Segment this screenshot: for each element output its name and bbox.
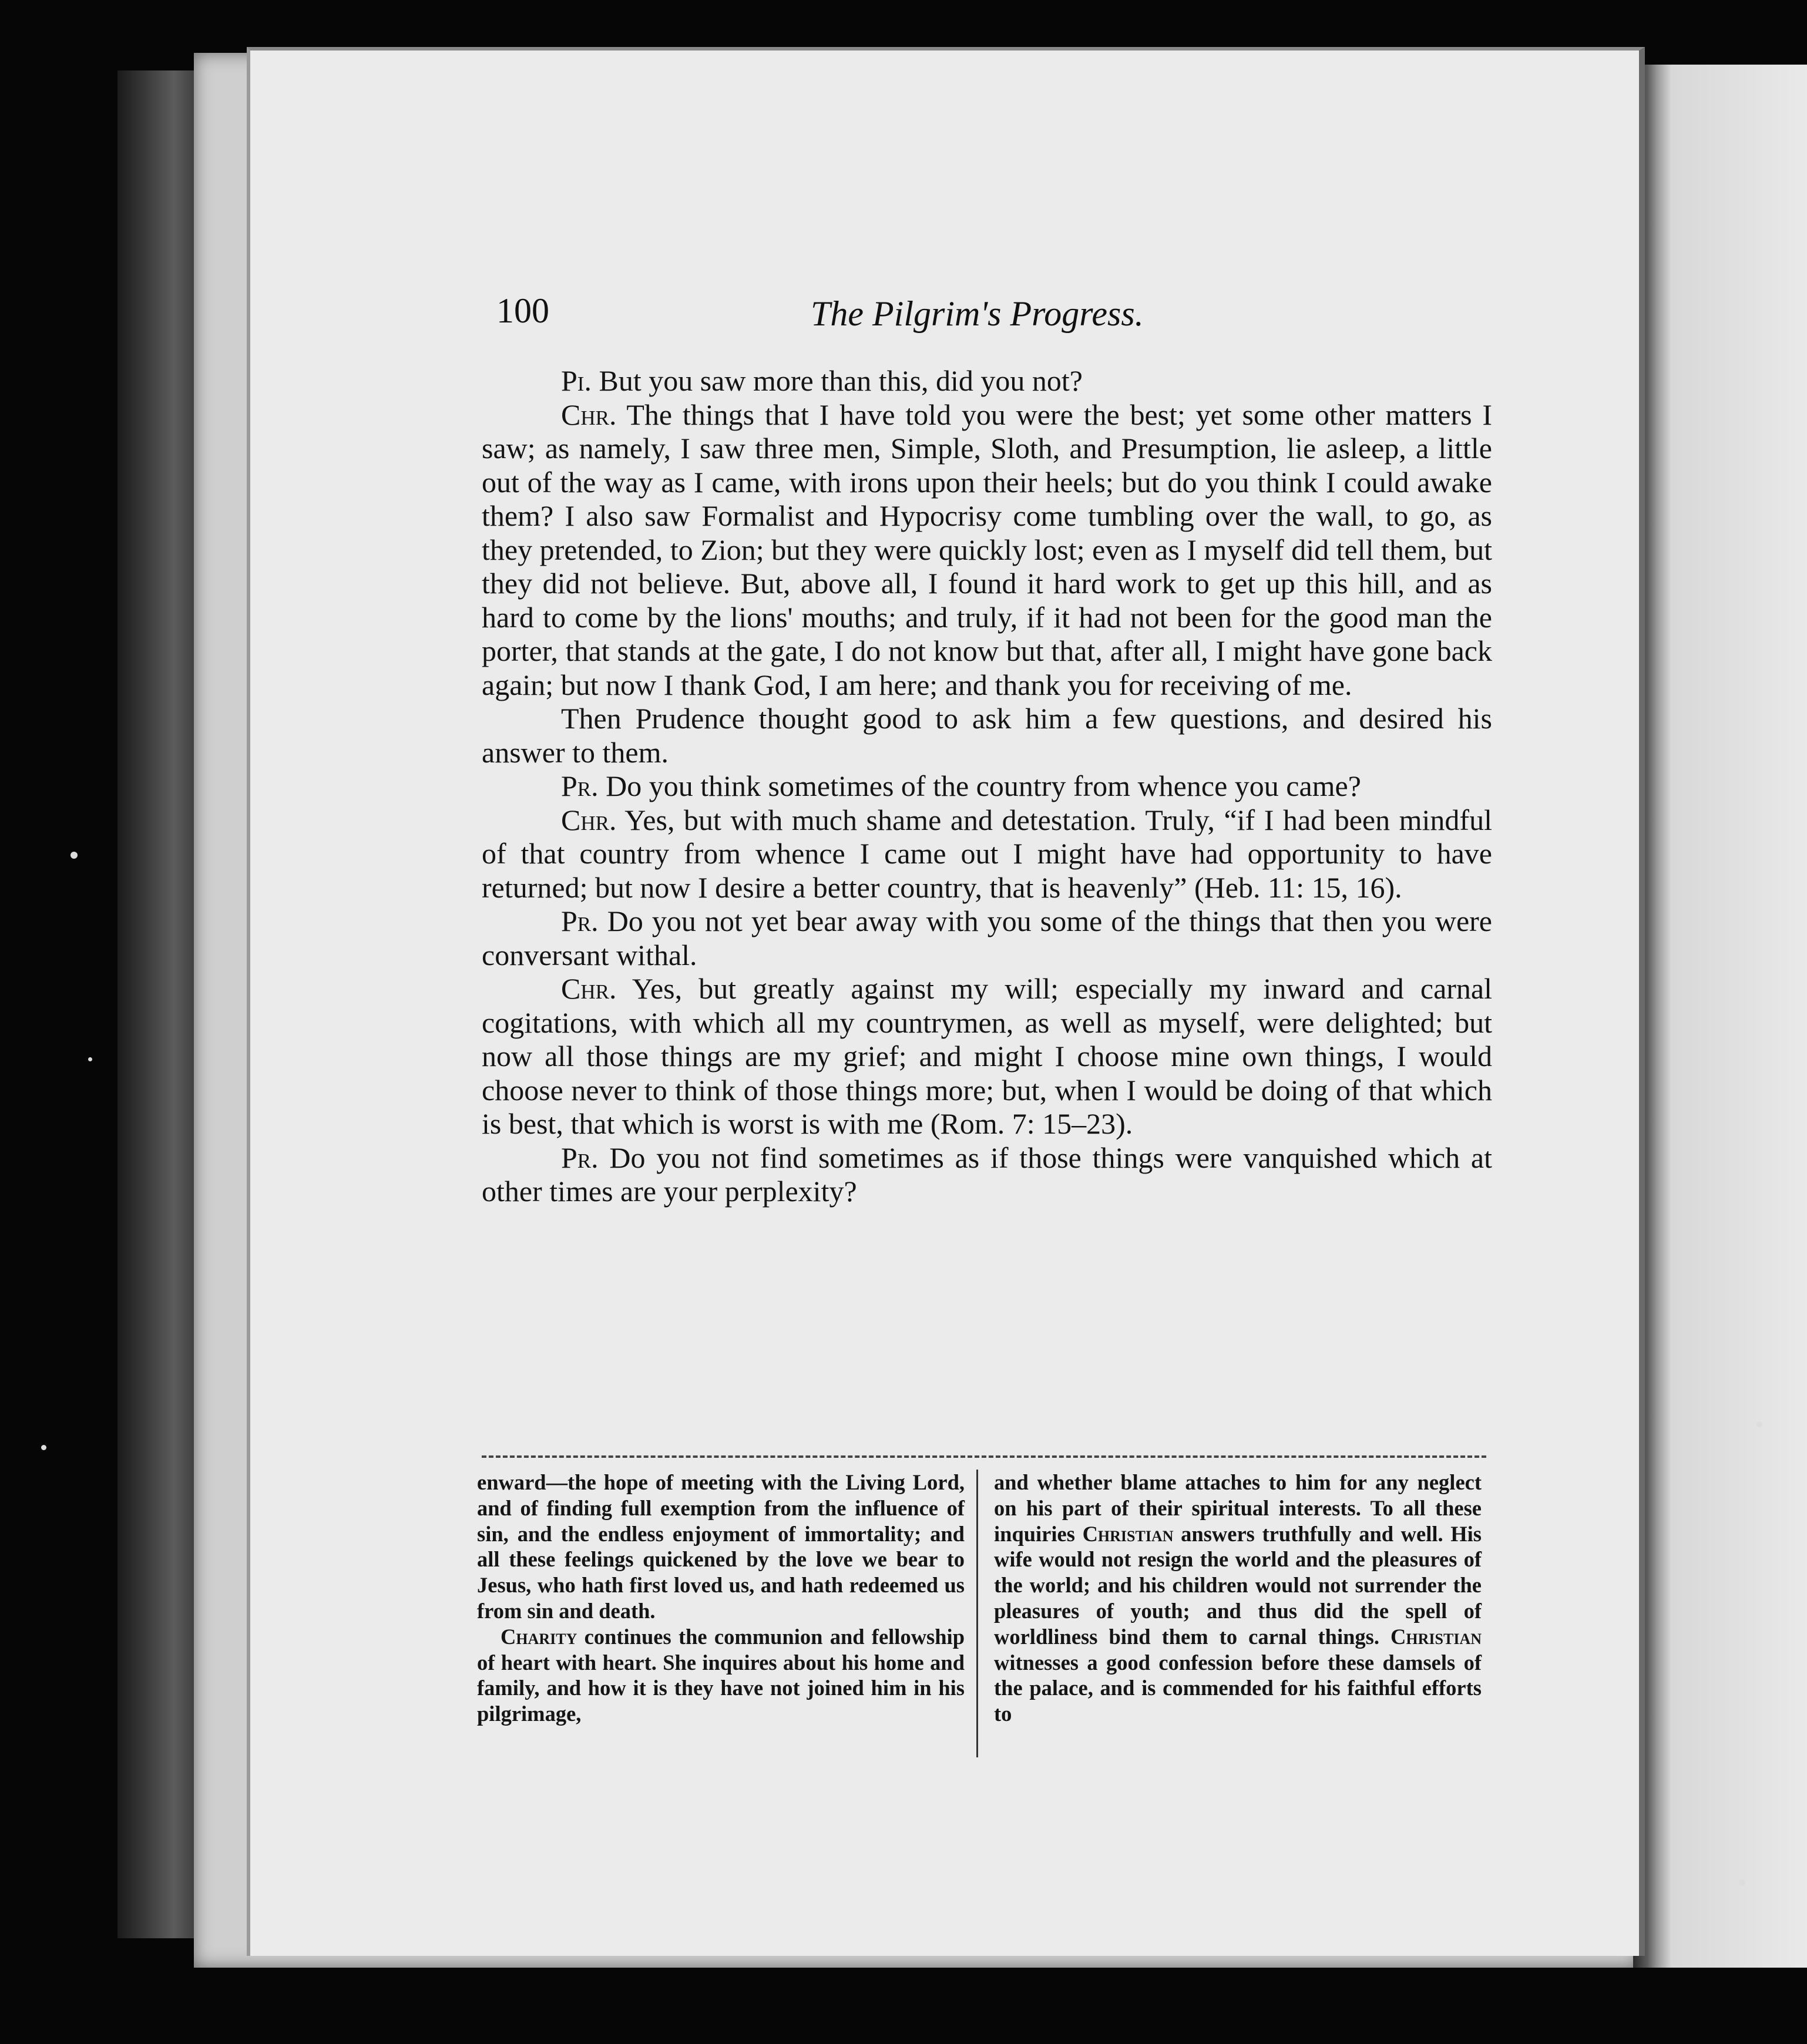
dialogue-text: But you saw more than this, did you not?: [599, 364, 1083, 397]
commentary-text: witnesses a good confession before these damsels of the palace, and is commended for his faithful efforts to: [994, 1650, 1482, 1726]
dialogue-text: Do you not find sometimes as if those things were vanquished which at other times are your perplexity?: [482, 1141, 1493, 1208]
commentary-name: Christian: [1390, 1624, 1482, 1649]
dialogue-text: Do you think sometimes of the country from whence you came?: [606, 769, 1361, 802]
footnote-separator: [482, 1455, 1486, 1458]
dust-speck: [41, 1445, 46, 1450]
speaker-label: Pr.: [561, 905, 599, 937]
commentary-name: Charity: [501, 1624, 577, 1649]
dialogue-line: [482, 804, 1492, 905]
narration-line: [482, 702, 1492, 769]
commentary-notes: [477, 1470, 1493, 1763]
commentary-text: answers truthfully and well. His wife would not resign the world and the pleasures of the world; and his children would not surrender the pleasures of youth; and thus did the spell of worldliness bind them to carnal things.: [994, 1521, 1482, 1649]
commentary-paragraph: [994, 1470, 1482, 1727]
dialogue-text: Yes, but with much shame and detestation. Truly, “if I had been mindful of that country from whence I came out I might have had opportunity to have returned; but now I desire a better country, that is heavenly” (Heb. 11: 15, 16).: [482, 803, 1492, 904]
dust-speck: [70, 852, 78, 859]
speaker-label: Pr.: [561, 769, 599, 802]
commentary-column-right: [994, 1470, 1482, 1727]
narration-text: Then Prudence thought good to ask him a few questions, and desired his answer to them.: [482, 702, 1492, 769]
page-number: 100: [496, 291, 549, 330]
speaker-label: Pr.: [561, 1141, 599, 1174]
main-text: [482, 364, 1492, 1209]
commentary-text: and whether blame attaches to him for any neglect on his part of their spiritual interests. To all these inquiries: [994, 1470, 1482, 1546]
commentary-text: continues the communion and fellowship of heart with heart. She inquires about his home and family, and how it is they have not joined him in his pilgrimage,: [477, 1624, 965, 1726]
commentary-paragraph: [477, 1470, 965, 1624]
speaker-label: Chr.: [561, 972, 617, 1005]
dust-speck: [88, 1057, 92, 1061]
commentary-text: enward—the hope of meeting with the Living Lord, and of finding full exemption from the influence of sin, and the endless enjoyment of immortality; and all these feelings quickened by the love we bear to Jesus, who hath first loved us, and hath redeemed us from sin and death.: [477, 1470, 965, 1623]
commentary-paragraph: [477, 1624, 965, 1727]
dust-speck: [1739, 1880, 1745, 1886]
dialogue-line: [482, 364, 1492, 398]
dialogue-text: The things that I have told you were the best; yet some other matters I saw; as namely, I saw three men, Simple, Sloth, and Presumption, lie asleep, a little out of the way as I came, with irons upon their heels; but do you think I could awake them? I also saw Formalist and Hypocrisy come tumbling over the wall, to go, as they pretended, to Zion; but they were quickly lost; even as I myself did tell them, but they did not believe. But, above all, I found it hard work to get up this hill, and as hard to come by the lions' mouths; and truly, if it had not been for the good man the porter, that stands at the gate, I do not know but that, after all, I might have gone back again; but now I thank God, I am here; and thank you for receiving of me.: [482, 398, 1492, 701]
commentary-column-left: [477, 1470, 965, 1727]
commentary-name: Christian: [1082, 1521, 1174, 1546]
dialogue-text: Do you not yet bear away with you some of the things that then you were conversant withal.: [482, 905, 1492, 971]
facing-page-edge: [1633, 65, 1807, 1968]
speaker-label: Chr.: [561, 803, 617, 836]
running-title: The Pilgrim's Progress.: [811, 294, 1144, 333]
speaker-label: Pi.: [561, 364, 592, 397]
dialogue-line: [482, 905, 1492, 972]
column-divider: [976, 1470, 978, 1757]
speaker-label: Chr.: [561, 398, 617, 431]
dialogue-line: [482, 972, 1492, 1141]
dialogue-text: Yes, but greatly against my will; especially my inward and carnal cogitations, with which all my countrymen, as well as myself, were delighted; but now all those things are my grief; and might I choose mine own things, I would choose never to think of those things more; but, when I would be doing of that which is best, that which is worst is with me (Rom. 7: 15–23).: [482, 972, 1492, 1140]
dust-speck: [1756, 1421, 1762, 1427]
dialogue-line: [482, 398, 1492, 702]
dialogue-line: [482, 1141, 1492, 1209]
dialogue-line: [482, 769, 1492, 804]
